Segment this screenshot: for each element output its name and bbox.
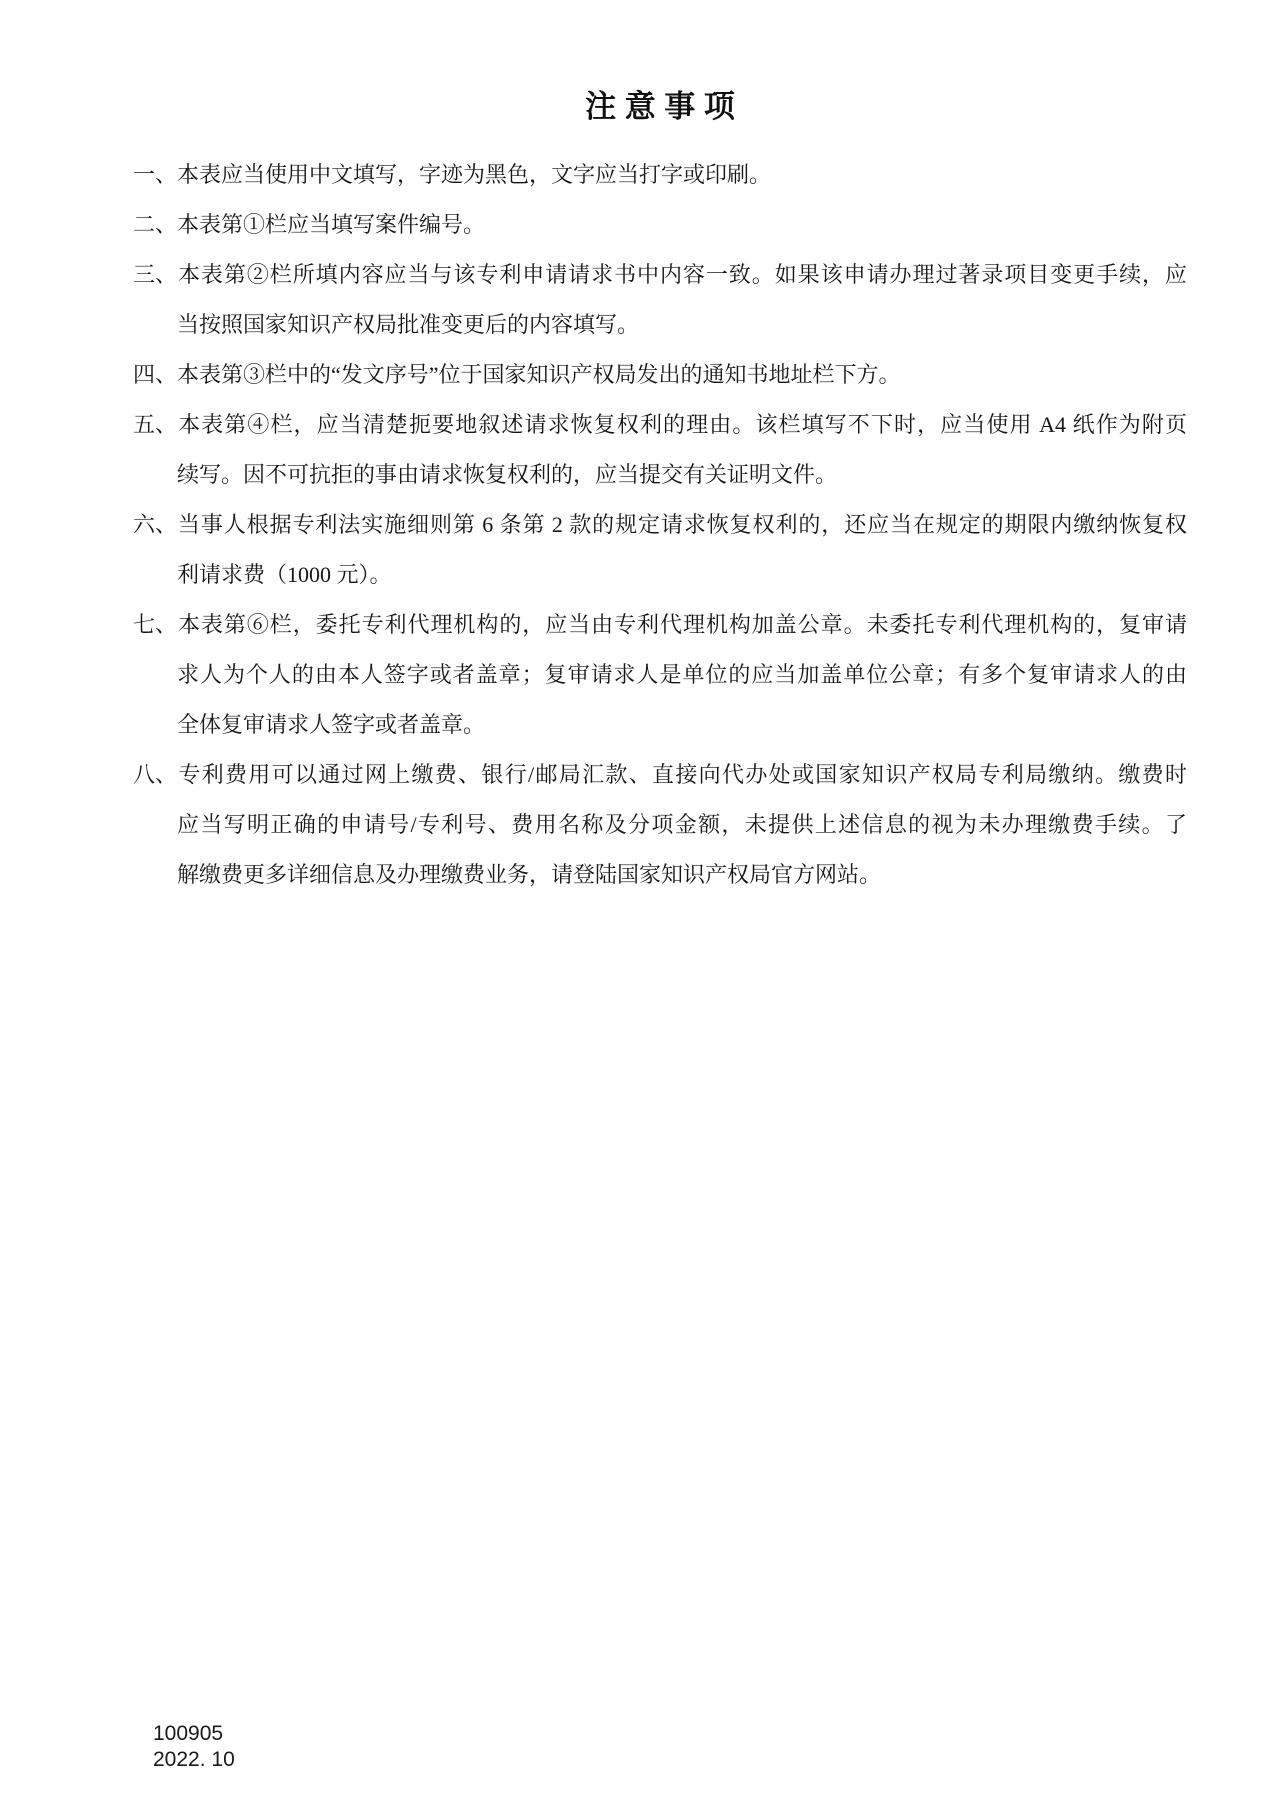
- note-item-5-number: 五、: [133, 412, 178, 437]
- note-item-3-line-1: 本表第②栏所填内容应当与该专利申请请求书中内容一致。如果该申请办理过著录项目变更手续，应: [177, 262, 1187, 287]
- form-footer: [153, 1721, 235, 1773]
- form-revision-date: 2022. 10: [153, 1748, 235, 1771]
- note-item-8-continuation-1: [133, 800, 1187, 850]
- note-item-4: [133, 350, 1187, 400]
- note-item-8-line-3: 解缴费更多详细信息及办理缴费业务，请登陆国家知识产权局官方网站。: [177, 862, 882, 887]
- page-title: 注 意 事 项: [585, 89, 735, 124]
- notes-list: [133, 150, 1187, 900]
- note-item-1-number: 一、: [133, 162, 178, 187]
- note-item-7-continuation-2: [133, 700, 1187, 750]
- note-item-6: [133, 500, 1187, 550]
- note-item-2-number: 二、: [133, 212, 178, 237]
- note-item-7-number: 七、: [133, 612, 178, 637]
- note-item-6-continuation: [133, 550, 1187, 600]
- form-code: 100905: [153, 1722, 224, 1745]
- note-item-7: [133, 600, 1187, 650]
- note-item-1: [133, 150, 1187, 200]
- note-item-8-line-2: 应当写明正确的申请号/专利号、费用名称及分项金额，未提供上述信息的视为未办理缴费手续。了: [177, 812, 1187, 837]
- note-item-7-line-3: 全体复审请求人签字或者盖章。: [177, 712, 486, 737]
- note-item-7-continuation-1: [133, 650, 1187, 700]
- note-item-3: [133, 250, 1187, 300]
- note-item-6-number: 六、: [133, 512, 178, 537]
- note-item-2: [133, 200, 1187, 250]
- note-item-6-line-2: 利请求费（1000 元）。: [177, 562, 392, 587]
- note-item-3-line-2: 当按照国家知识产权局批准变更后的内容填写。: [177, 312, 640, 337]
- note-item-4-number: 四、: [133, 362, 178, 387]
- note-item-8-line-1: 专利费用可以通过网上缴费、银行/邮局汇款、直接向代办处或国家知识产权局专利局缴纳。缴费时: [177, 762, 1187, 787]
- note-item-5-line-1: 本表第④栏，应当清楚扼要地叙述请求恢复权利的理由。该栏填写不下时，应当使用 A4 纸作为附页: [177, 412, 1187, 437]
- note-item-5: [133, 400, 1187, 450]
- note-item-3-number: 三、: [133, 262, 178, 287]
- note-item-8-number: 八、: [133, 762, 178, 787]
- note-item-4-line-1: 本表第③栏中的“发文序号”位于国家知识产权局发出的通知书地址栏下方。: [177, 362, 901, 387]
- note-item-5-line-2: 续写。因不可抗拒的事由请求恢复权利的，应当提交有关证明文件。: [177, 462, 838, 487]
- note-item-7-line-2: 求人为个人的由本人签字或者盖章；复审请求人是单位的应当加盖单位公章；有多个复审请求人的由: [177, 662, 1187, 687]
- note-item-1-line-1: 本表应当使用中文填写，字迹为黑色，文字应当打字或印刷。: [177, 162, 772, 187]
- note-item-8: [133, 750, 1187, 800]
- note-item-8-continuation-2: [133, 850, 1187, 900]
- note-item-3-continuation: [133, 300, 1187, 350]
- note-item-6-line-1: 当事人根据专利法实施细则第 6 条第 2 款的规定请求恢复权利的，还应当在规定的期限内缴纳恢复权: [177, 512, 1187, 537]
- note-item-5-continuation: [133, 450, 1187, 500]
- note-item-2-line-1: 本表第①栏应当填写案件编号。: [177, 212, 486, 237]
- note-item-7-line-1: 本表第⑥栏，委托专利代理机构的，应当由专利代理机构加盖公章。未委托专利代理机构的，复审请: [177, 612, 1187, 637]
